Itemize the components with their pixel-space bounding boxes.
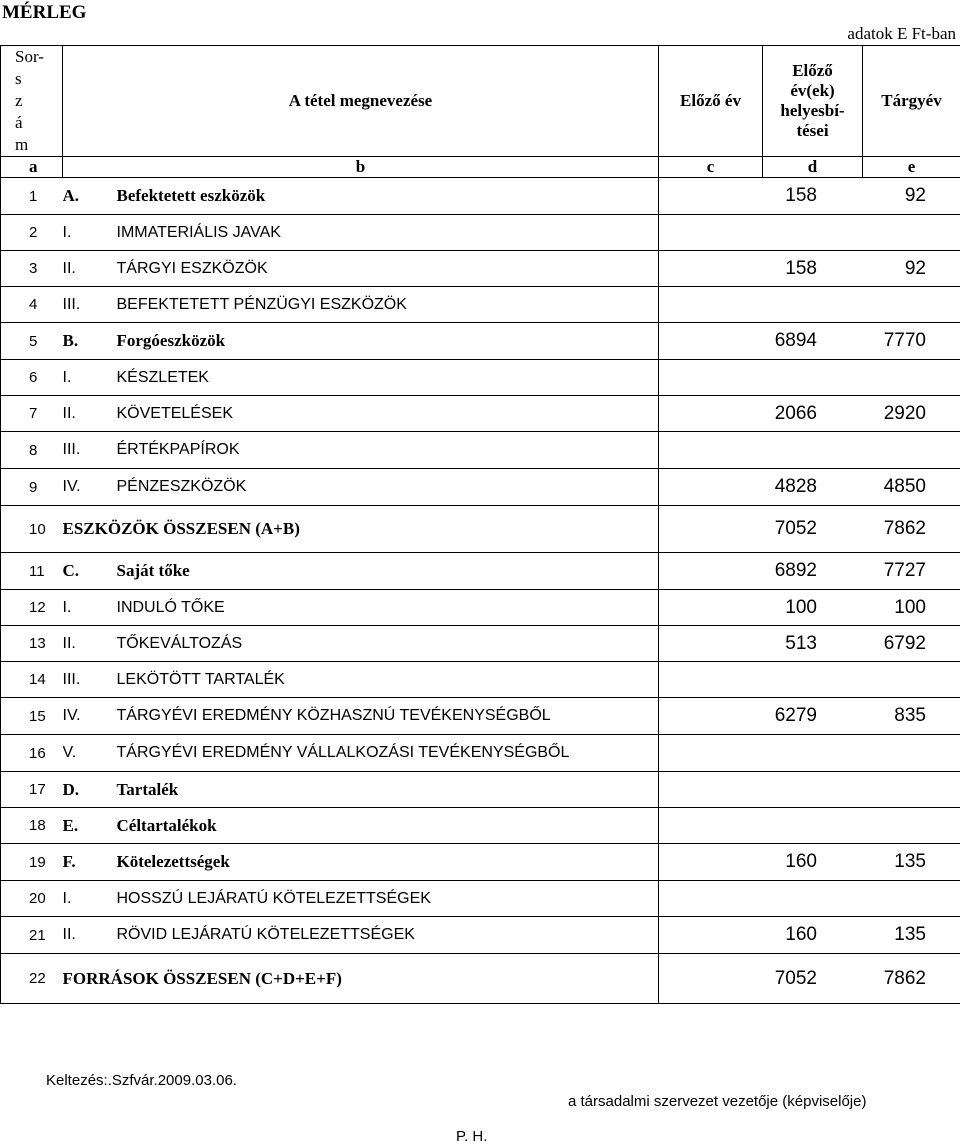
current-year-value: 835 bbox=[894, 705, 926, 726]
table-row bbox=[1, 662, 960, 698]
row-label-cell bbox=[63, 698, 659, 735]
header-sorszam: Sor- s z á m bbox=[1, 46, 63, 157]
prev-year-value: 6892 bbox=[774, 560, 817, 581]
row-roman: III. bbox=[62, 670, 81, 688]
row-label: HOSSZÚ LEJÁRATÚ KÖTELEZETTSÉGEK bbox=[116, 889, 431, 907]
table-row bbox=[1, 698, 960, 735]
row-number: 13 bbox=[1, 626, 63, 662]
row-label: Saját tőke bbox=[116, 561, 190, 580]
row-number: 11 bbox=[1, 553, 63, 590]
row-number: 22 bbox=[1, 954, 63, 1004]
prev-year-value: 100 bbox=[785, 596, 817, 618]
row-label-cell bbox=[63, 251, 659, 287]
row-roman: III. bbox=[62, 295, 81, 313]
current-year-value: 7727 bbox=[883, 560, 926, 581]
row-values bbox=[659, 808, 960, 844]
table-row bbox=[1, 881, 960, 917]
table-row bbox=[1, 917, 960, 954]
row-values bbox=[659, 626, 960, 662]
row-label-cell bbox=[63, 323, 659, 360]
row-roman: V. bbox=[62, 744, 77, 761]
current-year-value: 7862 bbox=[883, 967, 926, 989]
table-row bbox=[1, 590, 960, 626]
row-values bbox=[659, 469, 960, 506]
row-values bbox=[659, 844, 960, 881]
row-label: IMMATERIÁLIS JAVAK bbox=[116, 223, 281, 241]
row-values bbox=[659, 323, 960, 360]
row-label-cell bbox=[63, 432, 659, 469]
row-number: 20 bbox=[1, 881, 63, 917]
row-roman: IV. bbox=[62, 478, 81, 495]
column-letter-row bbox=[1, 157, 960, 178]
header-adjustments: Előző év(ek) helyesbí- tései bbox=[763, 46, 863, 157]
table-row bbox=[1, 772, 960, 808]
row-roman: II. bbox=[62, 634, 76, 652]
row-number: 6 bbox=[1, 360, 63, 396]
col-letter-e: e bbox=[863, 157, 960, 178]
table-row bbox=[1, 626, 960, 662]
row-label-cell bbox=[63, 287, 659, 323]
row-label-cell bbox=[63, 954, 659, 1004]
current-year-value: 7770 bbox=[883, 330, 926, 351]
row-values bbox=[659, 506, 960, 553]
row-number: 19 bbox=[1, 844, 63, 881]
header-row bbox=[1, 46, 960, 157]
row-label-cell bbox=[63, 469, 659, 506]
row-number: 12 bbox=[1, 590, 63, 626]
row-number: 9 bbox=[1, 469, 63, 506]
table-row bbox=[1, 553, 960, 590]
header-prev-year: Előző év bbox=[659, 46, 763, 157]
row-values bbox=[659, 590, 960, 626]
row-label-cell bbox=[63, 553, 659, 590]
row-label-cell bbox=[63, 215, 659, 251]
header-current-year: Tárgyév bbox=[863, 46, 960, 157]
row-label: Forgóeszközök bbox=[116, 331, 226, 350]
row-label: Céltartalékok bbox=[116, 815, 217, 835]
row-values bbox=[659, 662, 960, 698]
current-year-value: 135 bbox=[894, 924, 926, 945]
row-label: LEKÖTÖTT TARTALÉK bbox=[116, 670, 285, 688]
row-roman: IV. bbox=[62, 707, 81, 724]
row-number: 14 bbox=[1, 662, 63, 698]
header-item-name: A tétel megnevezése bbox=[63, 46, 659, 157]
row-number: 21 bbox=[1, 917, 63, 954]
balance-rows bbox=[1, 178, 960, 1004]
row-values bbox=[659, 553, 960, 590]
row-roman: D. bbox=[62, 779, 80, 799]
row-number: 2 bbox=[1, 215, 63, 251]
prev-year-value: 6279 bbox=[774, 705, 817, 726]
row-roman: A. bbox=[62, 186, 80, 205]
row-number: 10 bbox=[1, 506, 63, 553]
row-label-cell bbox=[63, 917, 659, 954]
row-label: TŐKEVÁLTOZÁS bbox=[116, 634, 243, 652]
row-number: 16 bbox=[1, 735, 63, 772]
row-label-cell bbox=[63, 662, 659, 698]
row-label: RÖVID LEJÁRATÚ KÖTELEZETTSÉGEK bbox=[116, 926, 415, 943]
row-label-cell bbox=[63, 590, 659, 626]
row-roman: II. bbox=[62, 259, 76, 277]
current-year-value: 6792 bbox=[883, 632, 926, 654]
prev-year-value: 160 bbox=[785, 851, 817, 872]
row-roman: II. bbox=[62, 926, 76, 943]
table-row bbox=[1, 844, 960, 881]
row-label: PÉNZESZKÖZÖK bbox=[116, 478, 247, 495]
row-label-cell bbox=[63, 808, 659, 844]
row-label-cell bbox=[63, 735, 659, 772]
prev-year-value: 7052 bbox=[774, 967, 817, 989]
row-number: 1 bbox=[1, 178, 63, 215]
current-year-value: 100 bbox=[894, 596, 926, 618]
current-year-value: 92 bbox=[904, 257, 926, 279]
row-label: ESZKÖZÖK ÖSSZESEN (A+B) bbox=[62, 519, 300, 538]
col-letter-a: a bbox=[1, 157, 63, 178]
stamp-placeholder: P. H. bbox=[456, 1128, 488, 1145]
table-row bbox=[1, 215, 960, 251]
table-row bbox=[1, 323, 960, 360]
table-row bbox=[1, 469, 960, 506]
row-label-cell bbox=[63, 506, 659, 553]
row-label-cell bbox=[63, 360, 659, 396]
table-row bbox=[1, 506, 960, 553]
row-roman: F. bbox=[62, 852, 76, 871]
prev-year-value: 158 bbox=[785, 257, 817, 279]
prev-year-value: 6894 bbox=[774, 330, 817, 351]
table-row bbox=[1, 432, 960, 469]
table-row bbox=[1, 396, 960, 432]
prev-year-value: 4828 bbox=[774, 476, 817, 497]
row-roman: II. bbox=[62, 404, 76, 422]
row-label: ÉRTÉKPAPÍROK bbox=[116, 441, 240, 458]
col-letter-d: d bbox=[763, 157, 863, 178]
row-values bbox=[659, 735, 960, 772]
prev-year-value: 2066 bbox=[774, 402, 817, 424]
row-label-cell bbox=[63, 626, 659, 662]
table-row bbox=[1, 360, 960, 396]
current-year-value: 2920 bbox=[883, 402, 926, 424]
row-roman: I. bbox=[62, 223, 72, 241]
row-label: Tartalék bbox=[116, 779, 179, 799]
row-label-cell bbox=[63, 178, 659, 215]
row-values bbox=[659, 917, 960, 954]
balance-sheet-table bbox=[0, 45, 960, 1004]
row-values bbox=[659, 432, 960, 469]
row-roman: I. bbox=[62, 598, 72, 616]
row-values bbox=[659, 360, 960, 396]
prev-year-value: 7052 bbox=[774, 518, 817, 539]
row-roman: E. bbox=[62, 815, 79, 835]
row-number: 7 bbox=[1, 396, 63, 432]
row-number: 3 bbox=[1, 251, 63, 287]
row-values bbox=[659, 772, 960, 808]
row-label: TÁRGYÉVI EREDMÉNY VÁLLALKOZÁSI TEVÉKENYSÉGBŐL bbox=[116, 744, 570, 761]
current-year-value: 92 bbox=[904, 185, 926, 206]
row-label: Befektetett eszközök bbox=[116, 186, 266, 205]
table-row bbox=[1, 178, 960, 215]
signature-line: a társadalmi szervezet vezetője (képviselője) bbox=[568, 1093, 867, 1110]
row-label-cell bbox=[63, 396, 659, 432]
prev-year-value: 513 bbox=[785, 632, 817, 654]
table-row bbox=[1, 287, 960, 323]
row-values bbox=[659, 251, 960, 287]
row-label: TÁRGYI ESZKÖZÖK bbox=[116, 259, 268, 277]
row-label-cell bbox=[63, 772, 659, 808]
table-row bbox=[1, 251, 960, 287]
prev-year-value: 160 bbox=[785, 924, 817, 945]
row-values bbox=[659, 215, 960, 251]
row-roman: C. bbox=[62, 561, 80, 580]
row-label-cell bbox=[63, 844, 659, 881]
row-values bbox=[659, 954, 960, 1004]
row-number: 18 bbox=[1, 808, 63, 844]
table-row bbox=[1, 808, 960, 844]
row-roman: I. bbox=[62, 889, 72, 907]
row-values bbox=[659, 287, 960, 323]
row-roman: B. bbox=[62, 331, 79, 350]
row-number: 15 bbox=[1, 698, 63, 735]
row-label: Kötelezettségek bbox=[116, 852, 230, 871]
row-label: INDULÓ TŐKE bbox=[116, 598, 225, 616]
unit-note: adatok E Ft-ban bbox=[847, 24, 956, 43]
prev-year-value: 158 bbox=[785, 185, 817, 206]
row-label: BEFEKTETETT PÉNZÜGYI ESZKÖZÖK bbox=[116, 295, 407, 313]
row-roman: I. bbox=[62, 368, 72, 386]
place-date: Keltezés:.Szfvár.2009.03.06. bbox=[46, 1072, 237, 1089]
row-label: TÁRGYÉVI EREDMÉNY KÖZHASZNÚ TEVÉKENYSÉGBŐL bbox=[116, 707, 551, 724]
row-values bbox=[659, 178, 960, 215]
row-number: 17 bbox=[1, 772, 63, 808]
table-row bbox=[1, 954, 960, 1004]
row-values bbox=[659, 881, 960, 917]
row-number: 8 bbox=[1, 432, 63, 469]
current-year-value: 135 bbox=[894, 851, 926, 872]
page-title: MÉRLEG bbox=[2, 2, 87, 23]
row-label-cell bbox=[63, 881, 659, 917]
row-values bbox=[659, 698, 960, 735]
current-year-value: 4850 bbox=[883, 476, 926, 497]
row-label: FORRÁSOK ÖSSZESEN (C+D+E+F) bbox=[62, 968, 342, 988]
row-label: KÖVETELÉSEK bbox=[116, 404, 233, 422]
col-letter-c: c bbox=[659, 157, 763, 178]
row-values bbox=[659, 396, 960, 432]
row-number: 5 bbox=[1, 323, 63, 360]
col-letter-b: b bbox=[63, 157, 659, 178]
table-row bbox=[1, 735, 960, 772]
current-year-value: 7862 bbox=[883, 518, 926, 539]
row-number: 4 bbox=[1, 287, 63, 323]
row-roman: III. bbox=[62, 441, 81, 458]
row-label: KÉSZLETEK bbox=[116, 368, 209, 386]
